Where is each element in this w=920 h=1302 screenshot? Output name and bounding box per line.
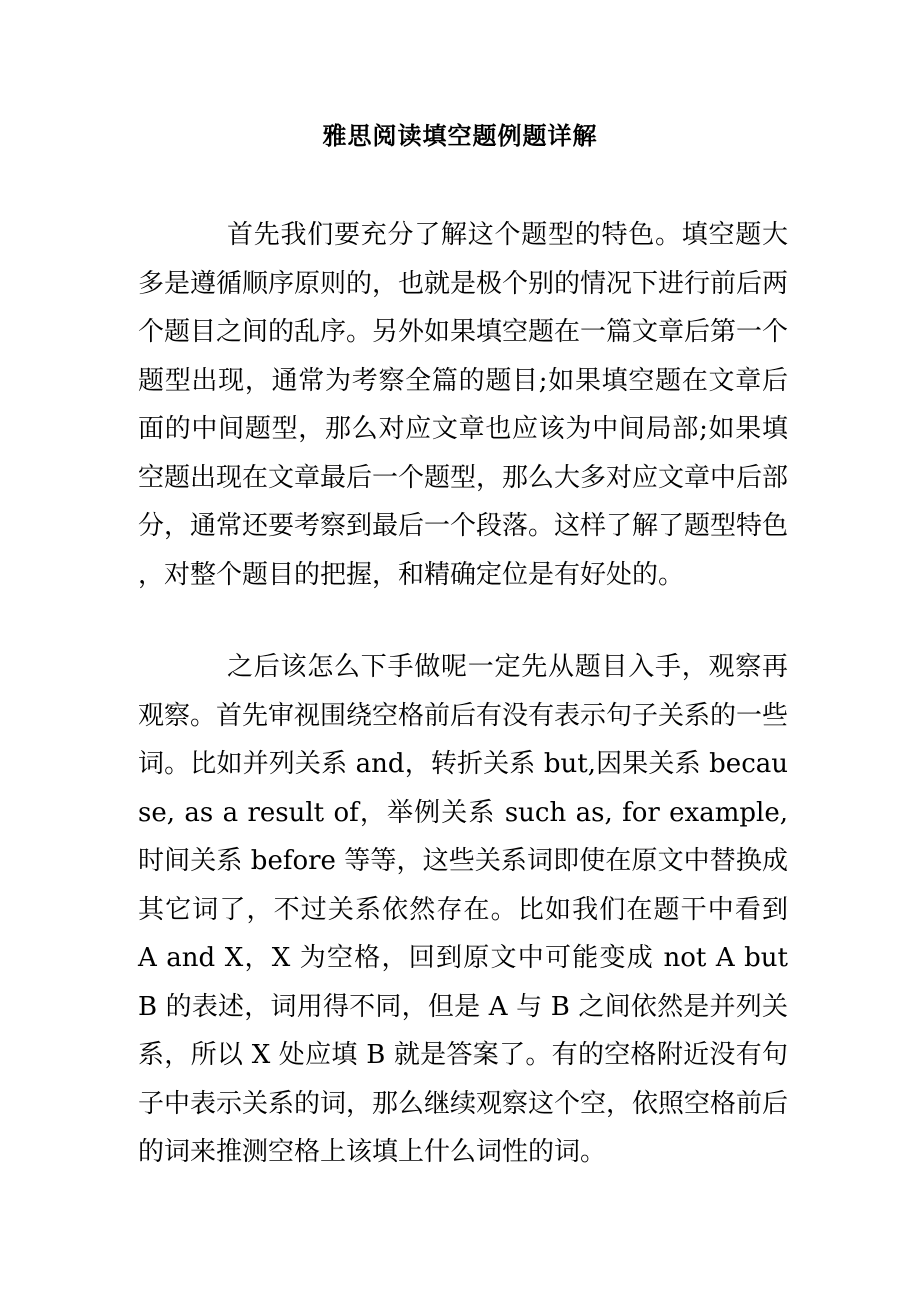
paragraph-2: 之后该怎么下手做呢一定先从题目入手，观察再观察。首先审视围绕空格前后有没有表示句子关系的一些词。比如并列关系 and，转折关系 but,因果关系 because, as a result of，举例关系 such as, for example, 时间关系 before 等等，这些关系词即使在原文中替换成其它词了，不过关系依然存在。比如我们在题干中看到 A and X，X 为空格，回到原文中可能变成 not A but B 的表述，词用得不同，但是 A 与 B 之间依然是并列关系，所以 X 处应填 B 就是答案了。有的空格附近没有句子中表示关系的词，那么继续观察这个空，依照空格前后的词来推测空格上该填上什么词性的词。: [138, 652, 789, 1167]
paragraph-1: 首先我们要充分了解这个题型的特色。填空题大多是遵循顺序原则的，也就是极个别的情况下进行前后两个题目之间的乱序。另外如果填空题在一篇文章后第一个题型出现，通常为考察全篇的题目;如果填空题在文章后面的中间题型，那么对应文章也应该为中间局部;如果填空题出现在文章最后一个题型，那么大多对应文章中后部分，通常还要考察到最后一个段落。这样了解了题型特色，对整个题目的把握，和精确定位是有好处的。: [138, 220, 789, 590]
document-title: 雅思阅读填空题例题详解: [322, 121, 598, 150]
